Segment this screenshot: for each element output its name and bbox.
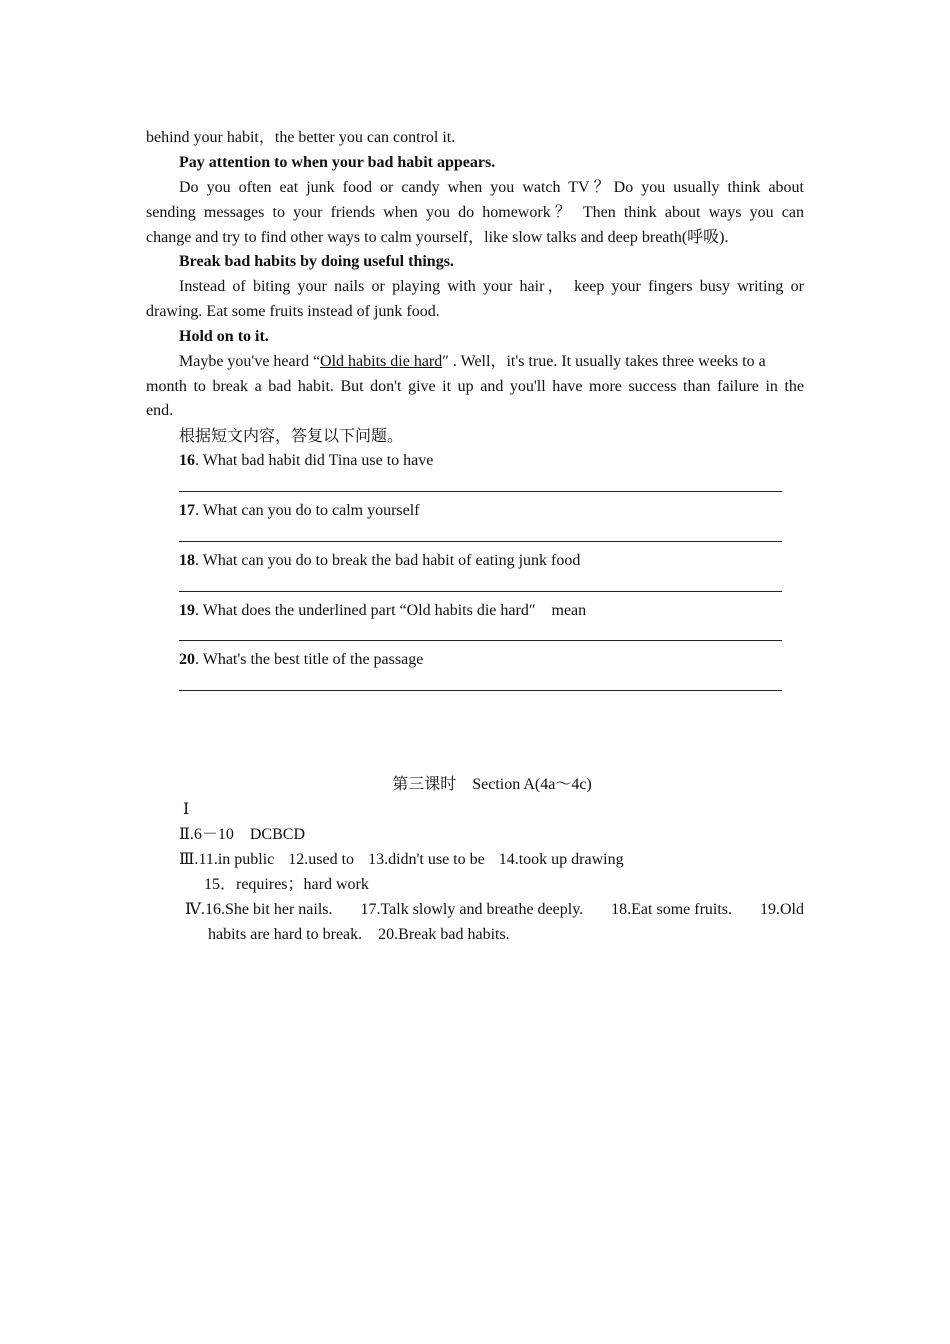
question-text: . What bad habit did Tina use to have [195, 452, 434, 469]
answer-part-4-cont: habits are hard to break. 20.Break bad habits. [208, 926, 510, 943]
question-number: 19 [179, 602, 195, 619]
section-heading: Hold on to it. [179, 328, 269, 345]
answer-item: 12.used to [288, 851, 355, 868]
paragraph-text: Maybe you've heard “ [179, 353, 321, 370]
paragraph-text: ″ . Well，it's true. It usually takes three weeks to a [442, 353, 766, 370]
question-16 [179, 450, 804, 472]
question-18 [179, 550, 804, 572]
answer-part-3-cont: 15．requires；hard work [204, 876, 369, 893]
paragraph-line: sending messages to your friends when you do homework？ Then think about ways you can [146, 204, 804, 221]
question-number: 16 [179, 452, 195, 469]
underlined-phrase: Old habits die hard [320, 353, 443, 370]
answer-line [179, 541, 782, 542]
answer-item: 13.didn't use to be [368, 851, 485, 868]
answer-item-text: 16.She bit her nails. [204, 901, 333, 918]
part-label: Ⅲ. [179, 851, 199, 868]
answer-line [179, 640, 782, 641]
answer-part-2: Ⅱ.6－10 DCBCD [179, 826, 306, 843]
paragraph-line: Do you often eat junk food or candy when you watch TV？Do you usually think about [179, 179, 804, 196]
paragraph-line: drawing. Eat some fruits instead of junk food. [146, 303, 440, 320]
question-text: . What can you do to calm yourself [195, 502, 420, 519]
answer-item: 14.took up drawing [498, 851, 624, 868]
question-text: . What's the best title of the passage [195, 651, 424, 668]
answer-line [179, 591, 782, 592]
answer-line [179, 491, 782, 492]
answer-part-4 [185, 899, 804, 921]
section-heading: Break bad habits by doing useful things. [179, 253, 454, 270]
answer-item: 18.Eat some fruits. [611, 901, 733, 918]
instructions: 根据短文内容，答复以下问题。 [179, 428, 404, 445]
question-text: . What can you do to break the bad habit of eating junk food [195, 552, 581, 569]
answer-part-1: Ⅰ [183, 801, 190, 818]
answer-item: 17.Talk slowly and breathe deeply. [360, 901, 584, 918]
answer-item: 19.Old [759, 901, 804, 918]
answer-part-3 [179, 849, 624, 871]
answer-item [185, 899, 333, 921]
answer-key-title: 第三课时 Section A(4a～4c) [392, 776, 592, 793]
paragraph-line: end. [146, 402, 174, 419]
passage-line: behind your habit，the better you can control it. [146, 129, 456, 146]
paragraph-line: change and try to find other ways to calm yourself，like slow talks and deep breath(呼吸). [146, 229, 729, 246]
question-text: . What does the underlined part “Old habits die hard″ mean [195, 602, 587, 619]
answer-item: 11.in public [198, 851, 275, 868]
paragraph-line: Instead of biting your nails or playing with your hair， keep your fingers busy writing or [179, 278, 804, 295]
question-19 [179, 600, 804, 622]
question-number: 18 [179, 552, 195, 569]
section-heading: Pay attention to when your bad habit appears. [179, 154, 496, 171]
question-17 [179, 500, 804, 522]
paragraph-line: month to break a bad habit. But don't give it up and you'll have more success than failure in the [146, 378, 804, 395]
answer-line [179, 690, 782, 691]
part-label: Ⅳ. [185, 901, 205, 918]
question-number: 20 [179, 651, 195, 668]
question-20 [179, 649, 804, 671]
paragraph-line [179, 351, 804, 373]
question-number: 17 [179, 502, 195, 519]
